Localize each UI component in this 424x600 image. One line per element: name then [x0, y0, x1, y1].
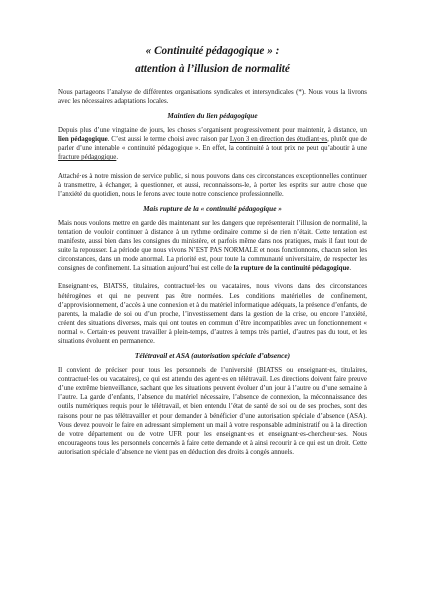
section-heading-lien: Maintien du lien pédagogique — [167, 111, 258, 121]
paragraph-lien-2: Attaché·es à notre mission de service public, si nous pouvons dans ces circonstances exceptionnelles continuer à transmettre, à échanger, à questionner, et aussi, reconnaissons-le, à porter les esprits sur autre chose que l’anxiété du quotidien, nous le ferons avec toute notre conscience professionnelle. — [58, 172, 367, 198]
paragraph-rupture-2: Enseignant·es, BIATSS, titulaires, contractuel·les ou vacataires, nous vivons dans des circonstances hétérogènes et qui ne peuvent pas être normées. Les conditions matérielles de confinement, d’approvisionnement, d’accès à une connexion et à du matériel informatique adéquats, la présence d’enfants, de parents, la maladie de soi ou d’un proche, l’investissement dans la gestion de la crise, ou encore l’anxiété, créent des situations diverses, mais qui ont toutes en commun d’être incompatibles avec un fonctionnement « normal ». Certain·es peuvent travailler à plein-temps, d’autres à temps très partiel, d’autres pas du tout, et les situations évoluent en permanence. — [58, 283, 367, 345]
intro-paragraph: Nous partageons l’analyse de différentes organisations syndicales et intersyndicales (*). Nous vous la livrons avec les nécessaires adaptations locales. — [58, 89, 367, 106]
link-fracture-pedagogique[interactable]: fracture pédagogique — [58, 154, 117, 162]
paragraph-lien-1: Depuis plus d’une vingtaine de jours, les choses s’organisent progressivement pour maintenir, à distance, un lien pédagogique. C’est aussi le terme choisi avec raison par Lyon 3 en direction des étudiant·es, plutôt que de parler d’une intenable « continuité pédagogique ». En effet, la continuité à tout prix ne peut qu’aboutir à une fracture pédagogique. — [58, 127, 367, 162]
bold-lien-pedagogique: lien pédagogique — [58, 136, 108, 144]
document-title — [58, 0, 367, 78]
paragraph-rupture-1: Mais nous voulons mettre en garde dès maintenant sur les dangers que représenterait l’illusion de normalité, la tentation de vouloir continuer à distance à un rythme ordinaire comme si de rien n’était. Cette tentation est manifeste, aussi bien dans les consignes du ministère, et parfois même dans nos pratiques, mais il faut tout de suite la repousser. La période que nous vivons N’EST PAS NORMALE et nous fonctionnons, chacun selon les circonstances, dans un mode anormal. La priorité est, pour toute la communauté universitaire, de respecter les consignes de confinement. La situation aujourd’hui est celle de la rupture de la continuité pédagogique. — [58, 219, 367, 273]
section-heading-rupture: Mais rupture de la « continuité pédagogique » — [143, 203, 282, 213]
section-heading-teletravail: Télétravail et ASA (autorisation spéciale d’absence) — [134, 351, 291, 361]
bold-rupture: la rupture de la continuité pédagogique — [233, 265, 350, 273]
title-line-1: « Continuité pédagogique » : — [145, 45, 280, 57]
title-line-2: attention à l’illusion de normalité — [135, 63, 290, 75]
link-lyon3-etudiants[interactable]: Lyon 3 en direction des étudiant·es — [229, 136, 328, 144]
paragraph-teletravail-1: Il convient de préciser pour tous les personnels de l’université (BIATSS ou enseignant·es, titulaires, contractuel·les ou vacataires), ce qui est attendu des agent·es en télétravail. Les directions doivent faire preuve d’une extrême bienveillance, sachant que les situations peuvent évoluer d’un jour à l’autre ou d’une semaine à l’autre. La garde d’enfants, l’absence du matériel nécessaire, l’absence de connexion, la méconnaissance des outils numériques requis pour le télétravail, et bien entendu l’état de santé de soi ou de ses proches, sont des raisons pour ne pas télétravailler et pour demander à bénéficier d’une autorisation spéciale d’absence (ASA). Vous devez pouvoir le faire en adressant simplement un mail à votre responsable administratif ou à la direction de votre département ou de votre UFR pour les enseignant·es et enseignant·es-chercheur·ses. Nous encourageons tous les personnels concernés à faire cette demande et à ainsi recourir à ce qui est un droit. Cette autorisation spéciale d’absence ne vient pas en déduction des droits à congés annuels. — [58, 367, 367, 456]
